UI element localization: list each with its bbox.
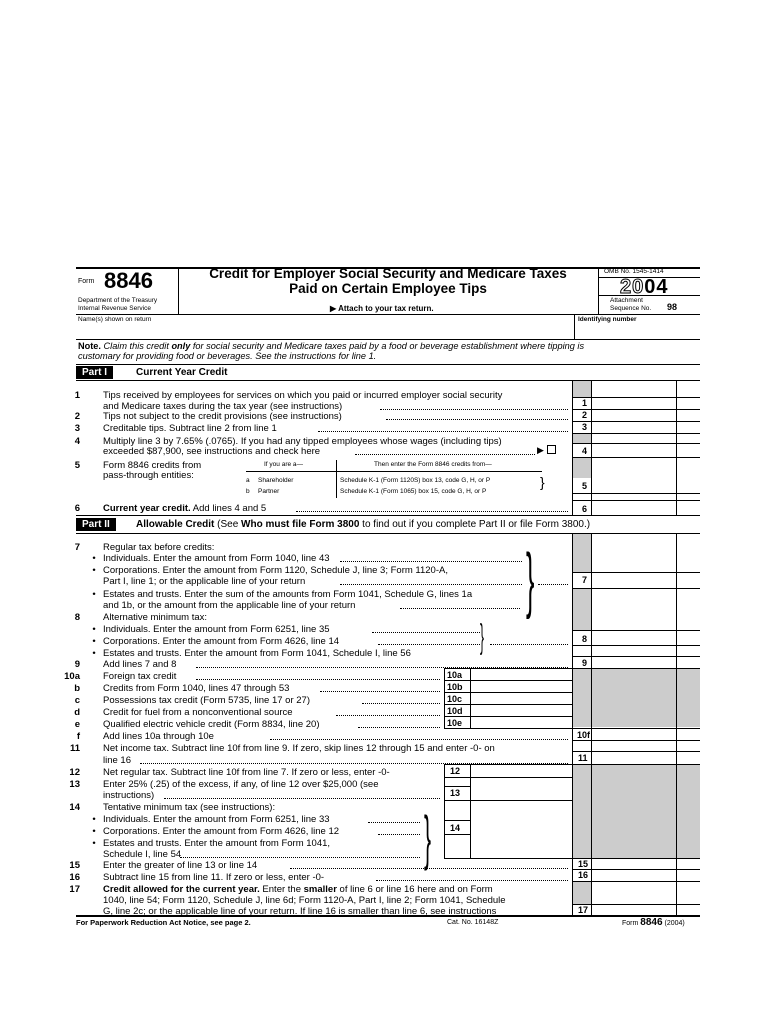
line-7-corporations-b: Part I, line 1; or the applicable line of your return bbox=[103, 576, 306, 587]
line-8-corporations: Corporations. Enter the amount from Form 4626, line 14 bbox=[103, 636, 340, 647]
line-2-text: Tips not subject to the credit provisions (see instructions) bbox=[103, 411, 342, 422]
line-8-amount[interactable] bbox=[593, 632, 675, 644]
line-14-estates-b: Schedule I, line 54 bbox=[103, 849, 182, 860]
line-num: 8 bbox=[74, 612, 80, 623]
line-17-text-a: Credit allowed for the current year. Enter the smaller of line 6 or line 16 here and on Form bbox=[103, 884, 493, 895]
line-num: 6 bbox=[74, 503, 80, 514]
line-num: 12 bbox=[69, 767, 80, 778]
box-label: 13 bbox=[450, 788, 461, 798]
line-4-checkbox[interactable]: ▶ bbox=[537, 445, 556, 456]
line-1-text-a: Tips received by employees for services on which you paid or incurred employer social security bbox=[103, 390, 503, 401]
line-10e-text: Qualified electric vehicle credit (Form 8834, line 20) bbox=[103, 719, 320, 730]
line-5b-source: Schedule K-1 (Form 1065) box 15, code G, H, or P bbox=[340, 488, 487, 495]
line-10c-text: Possessions tax credit (Form 5735, line 17 or 27) bbox=[103, 695, 310, 706]
line-15-text: Enter the greater of line 13 or line 14 bbox=[103, 860, 258, 871]
line-3-text: Creditable tips. Subtract line 2 from line 1 bbox=[103, 423, 277, 434]
line-3-amount[interactable] bbox=[593, 422, 675, 432]
line-17-text-c: G, line 2c; or the applicable line of your return. If line 16 is smaller than line 6, see instructions bbox=[103, 906, 497, 917]
line-num: 15 bbox=[69, 860, 80, 871]
line-5b-letter: b bbox=[246, 488, 250, 495]
line-num: 10a bbox=[64, 671, 80, 682]
line-17-amount[interactable] bbox=[593, 905, 675, 915]
line-num: 5 bbox=[74, 460, 80, 471]
line-num: 7 bbox=[74, 542, 80, 553]
department: Department of the Treasury bbox=[78, 297, 158, 304]
box-label: 14 bbox=[450, 823, 461, 833]
omb-number: OMB No. 1545-1414 bbox=[604, 268, 664, 275]
box-label: 10d bbox=[447, 706, 463, 716]
box-label: 16 bbox=[578, 870, 589, 880]
line-10d-text: Credit for fuel from a nonconventional source bbox=[103, 707, 293, 718]
line-num: b bbox=[74, 683, 80, 694]
box-label: 9 bbox=[582, 658, 588, 668]
line-7-estates-b: and 1b, or the amount from the applicable line of your return bbox=[103, 600, 356, 611]
line-13-amount[interactable] bbox=[472, 787, 570, 797]
part-2-tag: Part II bbox=[76, 518, 116, 531]
attach-instruction: ▶ Attach to your tax return. bbox=[330, 304, 434, 313]
line-11-text-b: line 16 bbox=[103, 755, 131, 766]
line-14-individuals: Individuals. Enter the amount from Form 6251, line 33 bbox=[103, 814, 330, 825]
form-title-2: Paid on Certain Employee Tips bbox=[289, 281, 487, 296]
line-10e-amount[interactable] bbox=[472, 717, 570, 727]
box-label: 10f bbox=[577, 730, 591, 740]
line-11-amount[interactable] bbox=[593, 752, 675, 762]
line-15-amount[interactable] bbox=[593, 859, 675, 869]
line-9-text: Add lines 7 and 8 bbox=[103, 659, 177, 670]
names-label: Name(s) shown on return bbox=[78, 316, 152, 323]
line-14-text: Tentative minimum tax (see instructions): bbox=[103, 802, 276, 813]
catalog-number: Cat. No. 16148Z bbox=[447, 919, 499, 926]
line-5a-source: Schedule K-1 (Form 1120S) box 13, code G, H, or P bbox=[340, 477, 491, 484]
line-num: 17 bbox=[69, 884, 80, 895]
line-num: 16 bbox=[69, 872, 80, 883]
line-5b-entity: Partner bbox=[258, 488, 280, 495]
line-16-text: Subtract line 15 from line 11. If zero or less, enter -0- bbox=[103, 872, 325, 883]
line-8-estates: Estates and trusts. Enter the amount from Form 1041, Schedule I, line 56 bbox=[103, 648, 411, 659]
line-12-amount[interactable] bbox=[472, 765, 570, 775]
line-5a-letter: a bbox=[246, 477, 250, 484]
line-num: f bbox=[76, 731, 80, 742]
line-num: 3 bbox=[74, 423, 80, 434]
box-label: 4 bbox=[582, 446, 588, 456]
line-1-text-b: and Medicare taxes during the tax year (see instructions) bbox=[103, 401, 343, 412]
line-10a-text: Foreign tax credit bbox=[103, 671, 177, 682]
line-10b-text: Credits from Form 1040, lines 47 through 53 bbox=[103, 683, 290, 694]
line-9-amount[interactable] bbox=[593, 657, 675, 667]
box-label: 1 bbox=[582, 398, 588, 408]
form-number: 8846 bbox=[104, 268, 153, 293]
note-line-1: Note. Claim this credit only for social security and Medicare taxes paid by a food or beverage establishment where tipping is bbox=[78, 341, 585, 351]
box-label: 5 bbox=[582, 481, 588, 491]
line-num: 11 bbox=[69, 743, 80, 754]
line-6-amount[interactable] bbox=[593, 502, 675, 514]
box-label: 15 bbox=[578, 859, 589, 869]
line-4-text-b: exceeded $87,900, see instructions and check here bbox=[103, 446, 321, 457]
part-2-title: Allowable Credit (See Who must file Form 3800 to find out if you complete Part II or file Form 3800.) bbox=[136, 519, 591, 530]
identifying-number-field[interactable] bbox=[577, 324, 697, 336]
line-14-estates-a: Estates and trusts. Enter the amount from Form 1041, bbox=[103, 838, 331, 849]
box-label: 7 bbox=[582, 575, 588, 585]
line-10a-amount[interactable] bbox=[472, 669, 570, 679]
box-label: 10b bbox=[447, 682, 463, 692]
line-5-text-a: Form 8846 credits from bbox=[103, 460, 202, 471]
line-10b-amount[interactable] bbox=[472, 681, 570, 691]
line-13-text-b: instructions) bbox=[103, 790, 155, 801]
note-line-2: customary for providing food or beverages. See the instructions for line 1. bbox=[78, 351, 377, 361]
box-label: 10c bbox=[447, 694, 463, 704]
line-7-amount[interactable] bbox=[593, 574, 675, 586]
line-num: 4 bbox=[74, 436, 80, 447]
line-num: 1 bbox=[74, 390, 80, 401]
line-7-corporations-a: Corporations. Enter the amount from Form 1120, Schedule J, line 3; Form 1120-A, bbox=[103, 565, 448, 576]
line-num: 2 bbox=[74, 411, 80, 422]
box-label: 12 bbox=[450, 766, 461, 776]
line-13-text-a: Enter 25% (.25) of the excess, if any, of line 12 over $25,000 (see bbox=[103, 779, 379, 790]
id-number-label: Identifying number bbox=[578, 316, 637, 323]
line-10f-text: Add lines 10a through 10e bbox=[103, 731, 214, 742]
line-7-individuals: Individuals. Enter the amount from Form 1040, line 43 bbox=[103, 553, 330, 564]
line-10f-amount[interactable] bbox=[593, 729, 675, 739]
line-8-individuals: Individuals. Enter the amount from Form 6251, line 35 bbox=[103, 624, 330, 635]
box-label: 2 bbox=[582, 410, 588, 420]
line-10d-amount[interactable] bbox=[472, 705, 570, 715]
line-num: e bbox=[74, 719, 80, 730]
line-5a-entity: Shareholder bbox=[258, 477, 294, 484]
box-label: 11 bbox=[578, 753, 588, 763]
line-5-if-header: If you are a— bbox=[264, 461, 304, 468]
line-2-amount[interactable] bbox=[593, 410, 675, 420]
attachment-label: Attachment bbox=[610, 297, 643, 304]
part-1-tag: Part I bbox=[76, 366, 113, 379]
line-5-amount[interactable] bbox=[593, 480, 675, 492]
line-num: 9 bbox=[74, 659, 80, 670]
line-14-corporations: Corporations. Enter the amount from Form 4626, line 12 bbox=[103, 826, 340, 837]
line-num: 14 bbox=[69, 802, 80, 813]
box-label: 3 bbox=[582, 422, 588, 432]
footer-form: Form 8846 (2004) bbox=[622, 917, 685, 928]
line-num: 13 bbox=[69, 779, 80, 790]
box-label: 8 bbox=[582, 634, 588, 644]
line-17-text-b: 1040, line 54; Form 1120, Schedule J, line 6d; Form 1120-A, Part I, line 2; Form 1041, Schedule bbox=[103, 895, 506, 906]
part-1-title: Current Year Credit bbox=[136, 367, 228, 378]
line-14-amount[interactable] bbox=[472, 822, 570, 832]
line-4-text-a: Multiply line 3 by 7.65% (.0765). If you had any tipped employees whose wages (including tips) bbox=[103, 436, 502, 447]
box-label: 10a bbox=[447, 670, 463, 680]
line-4-amount[interactable] bbox=[593, 446, 675, 456]
agency: Internal Revenue Service bbox=[78, 305, 151, 312]
line-1-amount[interactable] bbox=[593, 398, 675, 408]
name-field[interactable] bbox=[79, 324, 573, 336]
line-7-text: Regular tax before credits: bbox=[103, 542, 215, 553]
line-10c-amount[interactable] bbox=[472, 693, 570, 703]
box-label: 17 bbox=[578, 905, 589, 915]
line-11-text-a: Net income tax. Subtract line 10f from line 9. If zero, skip lines 12 through 15 and enter -0- on bbox=[103, 743, 495, 754]
line-12-text: Net regular tax. Subtract line 10f from line 7. If zero or less, enter -0- bbox=[103, 767, 390, 778]
line-8-text: Alternative minimum tax: bbox=[103, 612, 208, 623]
form-8846-page: Form 8846 Department of the Treasury Internal Revenue Service Credit for Employer Social Security and Medicare Taxes Paid on Certain Employee Tips ▶ Attach to your tax return. OMB No. 1545-1414 2004 Attachment Sequence No. 98 Name(s) shown on return Identifying number Note. Claim this credit only for social security and Medicare taxes paid by a food or beverage establishment where tipping is customary for providing food or beverages. See the instructions for line 1. Part I Current Year Credit 1 Tips received by employees for services on which you paid or incurred employer social security and Medicare taxes during the tax year (see instructions) 1 2 Tips not subject to the credit provisions (see instructions) 2 3 Creditable tips. Subtract line 2 from line 1 3 4 Multiply line 3 by 7.65% (.0765). If you had any tipped employees whose wages (including tips) exceeded $87,900, see instructions and check here ▶ 4 5 Form 8846 credits from pass-through entities: If you are a— Then enter the Form 8846 credits from— a Shareholder Schedule K-1 (Form 1120S) box 13, code G, H, or P b Partner Schedule K-1 (Form 1065) box 15, code G, H, or P } 5 6 Current year credit. Add lines 4 and 5 6 Part II Allowable Credit (See Who must file Form 3800 to find out if you complete Part II or file Form 3800.) 7 Regular tax before credits: • Individuals. Enter the amount from Form 1040, line 43 • Corporations. Enter the amount from Form 1120, Schedule J, line 3; Form 1120-A, Part I, line 1; or the applicable line of your return • Estates and trusts. Enter the sum of the amounts from Form 1041, Schedule G, lines 1a and 1b, or the amount from the applicable line of your return } 7 8 Alternative minimum tax: • Individuals. Enter the amount from Form 6251, line 35 • Corporations. Enter the amount from Form 4626, line 14 } • Estates and trusts. Enter the amount from Form 1041, Schedule I, line 56 8 9 Add lines 7 and 8 9 10a Foreign tax credit 10a b Credits from Form 1040, lines 47 through 53 10b c Possessions tax credit (Form 5735, line 17 or 27) 10c d Credit for fuel from a nonconventional source 10d e Qualified electric vehicle credit (Form 8834, line 20) 10e f Add lines 10a through 10e 10f 11 Net income tax. Subtract line 10f from line 9. If zero, skip lines 12 through 15 and enter -0- on line 16 11 12 Net regular tax. Subtract line 10f from line 7. If zero or less, enter -0- 12 13 Enter 25% (.25) of the excess, if any, of line 12 over $25,000 (see instructions) 13 14 Tentative minimum tax (see instructions): • Individuals. Enter the amount from Form 6251, line 33 • Corporations. Enter the amount from Form 4626, line 12 • Estates and trusts. Enter the amount from Form 1041, Schedule I, line 54 } 14 15 Enter the greater of line 13 or line 14 15 16 Subtract line 15 from line 11. If zero or less, enter -0- 16 17 Credit allowed for the current year. Enter the smaller of line 6 or line 16 here and on Form 1040, line 54; Form 1120, Schedule J, line 6d; Form 1120-A, Part I, line 2; Form 1041, Schedule G, line 2c; or the applicable line of your return. If line 16 is smaller than line 6, see instructions 17 For Paperwork Reduction Act Notice, see page 2. Cat. No. 16148Z Form 8846 (2004) bbox=[0, 0, 770, 1024]
sequence-label: Sequence No. bbox=[610, 305, 652, 312]
form-title-1: Credit for Employer Social Security and Medicare Taxes bbox=[209, 266, 567, 281]
line-num: c bbox=[74, 695, 80, 706]
line-6-text: Current year credit. Add lines 4 and 5 bbox=[103, 503, 267, 514]
paperwork-notice: For Paperwork Reduction Act Notice, see page 2. bbox=[76, 918, 251, 927]
line-5-then-header: Then enter the Form 8846 credits from— bbox=[374, 461, 492, 468]
line-num: d bbox=[74, 707, 80, 718]
line-7-estates-a: Estates and trusts. Enter the sum of the amounts from Form 1041, Schedule G, lines 1a bbox=[103, 589, 473, 600]
box-label: 10e bbox=[447, 718, 463, 728]
box-label: 6 bbox=[582, 504, 588, 514]
sequence-number: 98 bbox=[667, 302, 678, 312]
tax-year: 2004 bbox=[620, 276, 669, 298]
line-16-amount[interactable] bbox=[593, 870, 675, 880]
form-label: Form bbox=[78, 278, 95, 285]
line-5-text-b: pass-through entities: bbox=[103, 470, 194, 481]
